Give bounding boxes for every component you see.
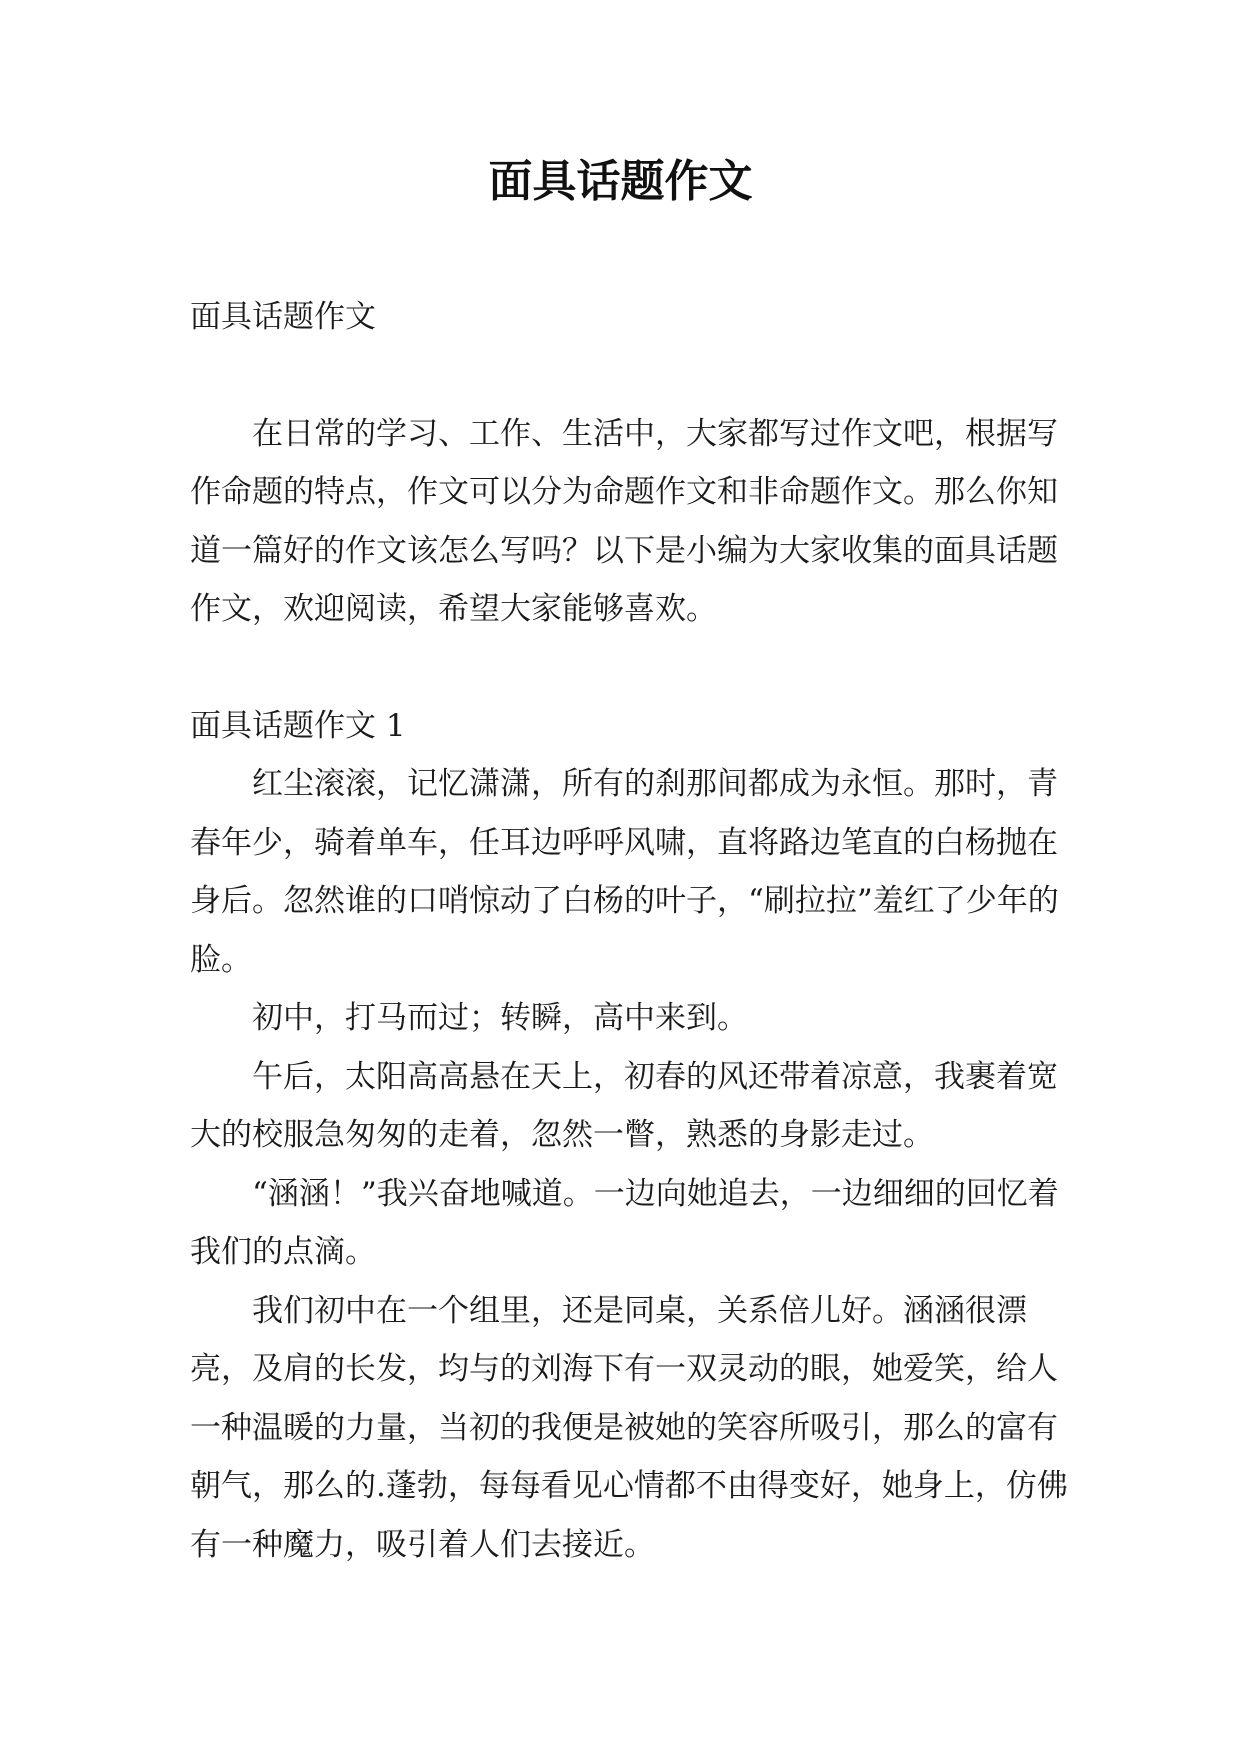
spacer (190, 639, 1070, 697)
document-subtitle: 面具话题作文 (190, 299, 376, 335)
page-title: 面具话题作文 (488, 156, 753, 207)
section-heading: 面具话题作文 1 (190, 707, 406, 744)
body-paragraph: “涵涵！”我兴奋地喊道。一边向她追去，一边细细的回忆着我们的点滴。 (190, 1175, 1059, 1270)
body-paragraph: 红尘滚滚，记忆潇潇，所有的刹那间都成为永恒。那时，青春年少，骑着单车，任耳边呼呼风啸，直将路边笔直的白杨抛在身后。忽然谁的口哨惊动了白杨的叶子，“刷拉拉”羞红了少年的脸。 (190, 766, 1059, 978)
body-paragraph: 初中，打马而过；转瞬，高中来到。 (252, 1000, 748, 1036)
document-body (190, 288, 1070, 1574)
body-paragraph: 我们初中在一个组里，还是同桌，关系倍儿好。涵涵很漂亮，及肩的长发，均与的刘海下有一双灵动的眼，她爱笑，给人一种温暖的力量，当初的我便是被她的笑容所吸引，那么的富有朝气，那么的.蓬勃，每每看见心情都不由得变好，她身上，仿佛有一种魔力，吸引着人们去接近。 (190, 1292, 1068, 1563)
spacer (190, 347, 1070, 405)
intro-paragraph: 在日常的学习、工作、生活中，大家都写过作文吧，根据写作命题的特点，作文可以分为命题作文和非命题作文。那么你知道一篇好的作文该怎么写吗？以下是小编为大家收集的面具话题作文，欢迎阅读，希望大家能够喜欢。 (190, 415, 1058, 627)
body-paragraph: 午后，太阳高高悬在天上，初春的风还带着凉意，我裹着宽大的校服急匆匆的走着，忽然一瞥，熟悉的身影走过。 (190, 1058, 1058, 1153)
